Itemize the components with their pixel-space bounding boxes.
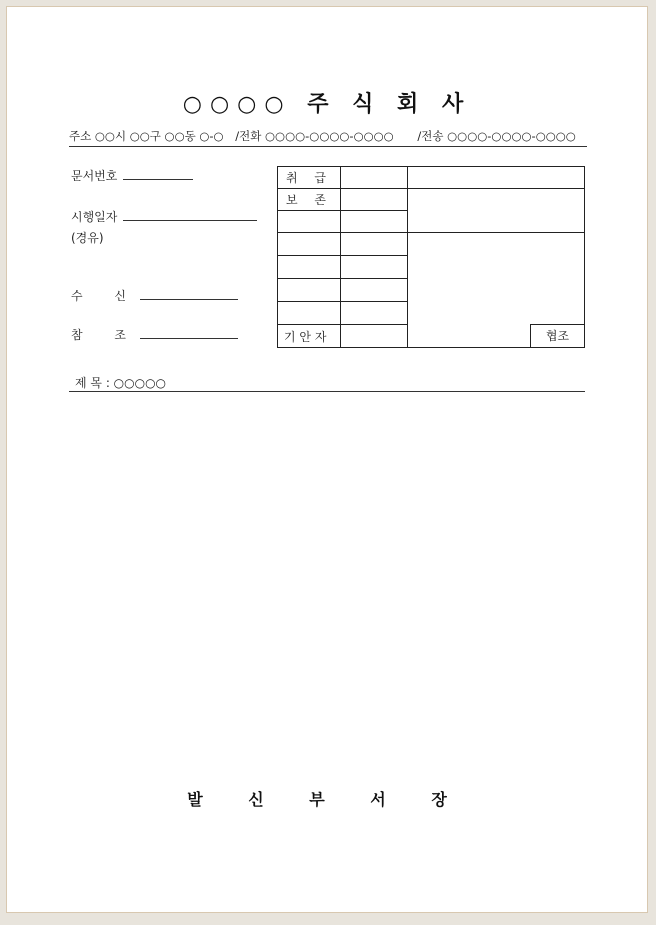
doc-number-field	[71, 167, 193, 184]
cooperation-box: 협조	[530, 324, 585, 348]
recipient-blank	[140, 287, 238, 300]
doc-number-blank	[123, 167, 193, 180]
sender-department-head: 발 신 부 서 장	[187, 790, 467, 809]
recipient-field	[71, 287, 238, 304]
signature-label-cell-3	[278, 279, 341, 302]
phone-text: /전화 ○○○○-○○○○-○○○○	[235, 129, 394, 143]
address-line	[69, 128, 587, 147]
handling-note-cell	[408, 167, 585, 189]
signature-label-cell-2	[278, 256, 341, 279]
date-field	[71, 208, 257, 225]
drafter-value-cell	[341, 325, 408, 348]
drafter-label-cell	[278, 325, 341, 348]
retention-label-b: 존	[314, 193, 326, 207]
approval-table	[277, 166, 585, 348]
signature-value-cell-4	[341, 302, 408, 325]
signature-value-cell-2	[341, 256, 408, 279]
cooperation-area	[408, 233, 585, 348]
subject-line	[69, 374, 585, 392]
address-text: 주소 ○○시 ○○구 ○○동 ○-○	[69, 129, 224, 143]
retention-note-cell	[408, 189, 585, 233]
blank-value-cell-1	[341, 211, 408, 233]
handling-value-cell	[341, 167, 408, 189]
company-title: ○○○○ 주 식 회 사	[182, 92, 472, 117]
date-label: 시행일자	[71, 210, 118, 224]
signature-label-cell-1	[278, 233, 341, 256]
date-blank	[123, 208, 257, 221]
document-page	[6, 6, 648, 913]
retention-value-cell	[341, 189, 408, 211]
handling-label-cell	[278, 167, 341, 189]
signature-label-cell-4	[278, 302, 341, 325]
recipient-label: 수 신	[71, 289, 140, 303]
blank-label-cell-1	[278, 211, 341, 233]
signature-value-cell-3	[341, 279, 408, 302]
retention-label-a: 보	[286, 193, 298, 207]
reference-blank	[140, 326, 238, 339]
signature-value-cell-1	[341, 233, 408, 256]
fax-text: /전송 ○○○○-○○○○-○○○○	[417, 129, 576, 143]
retention-label-cell	[278, 189, 341, 211]
reference-label: 참 조	[71, 328, 140, 342]
reference-field	[71, 326, 238, 343]
via-label: (경유)	[71, 231, 104, 245]
handling-label-b: 급	[314, 171, 326, 185]
drafter-label: 기 안 자	[284, 329, 327, 344]
handling-label-a: 취	[286, 171, 298, 185]
via-field	[71, 229, 104, 246]
subject-label: 제 목 : ○○○○○	[75, 376, 167, 390]
doc-number-label: 문서번호	[71, 169, 118, 183]
